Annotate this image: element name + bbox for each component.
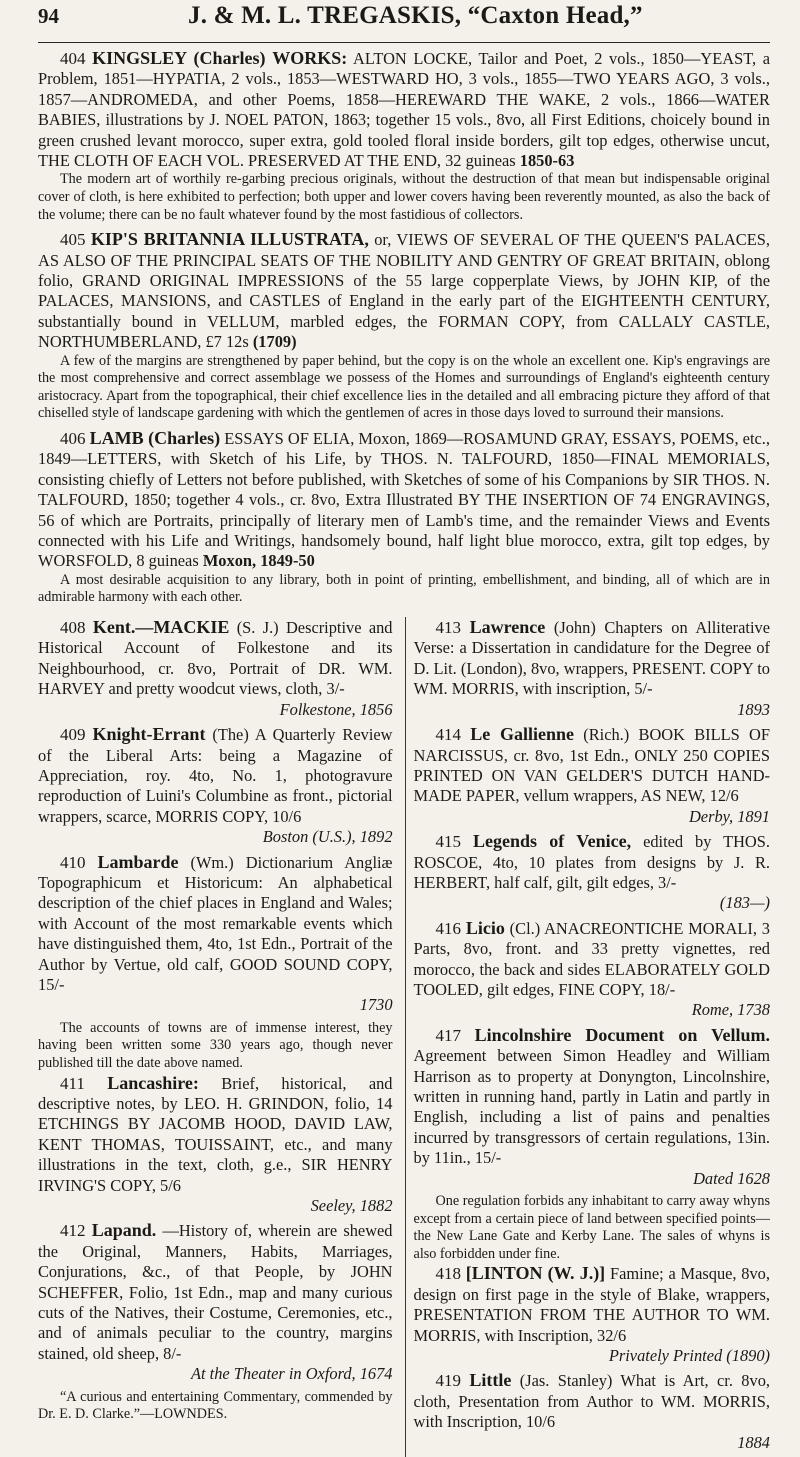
lot-note: The modern art of worthily re-garbing precious originals, without the destruction of that mean but indispensable original cover of cloth, is here exhibited to perfection; both upper and lower covers having been reverently mounted, as also the back of the volume; there can be no fault whatever found by the most fastidious of collectors. [38,171,770,223]
lot-imprint: Dated 1628 [693,1168,770,1188]
lot-description: or, VIEWS OF SEVERAL OF THE QUEEN'S PALACES, AS ALSO OF THE PRINCIPAL SEATS OF THE NOBILITY AND GENTRY OF GREAT BRITAIN, oblong folio, GRAND ORIGINAL IMPRESSIONS of the 55 large copperplate Views, by JOHN KIP, of the PALACES, MANSIONS, and CASTLES of England in the early part of the EIGHTEENTH CENTURY, substantially bound in VELLUM, marbled edges, the FORMAN COPY, from CALLALY CASTLE, NORTHUMBERLAND, £7 12s [38,230,770,352]
lot-imprint: Seeley, 1882 [310,1196,393,1215]
lot-412 [38,1220,393,1384]
lot-description: ALTON LOCKE, Tailor and Poet, 2 vols., 1850—YEAST, a Problem, 1851—HYPATIA, 2 vols., 1853—WESTWARD HO, 3 vols., 1855—TWO YEARS AGO, 3 vols., 1857—ANDROMEDA, and other Poems, 1858—HEREWARD THE WAKE, 2 vols., 1866—WATER BABIES, illustrations by J. NOEL PATON, 1863; together 15 vols., 8vo, all First Editions, choicely bound in green crushed levant morocco, super extra, gold tooled floral inside borders, gilt top edges, otherwise uncut, THE CLOTH OF EACH VOL. PRESERVED AT THE END, 32 guineas [38,49,771,171]
running-head [38,0,770,43]
lot-description: edited by THOS. ROSCOE, 4to, 10 plates from designs by J. R. HERBERT, half calf, gilt, gilt edges, 3/- [413,832,770,892]
lot-417 [414,1025,770,1189]
lot-description: (S. J.) Descriptive and Historical Account of Folkestone and its Neighbourhood, cr. 8vo, Portrait of DR. WM. HARVEY and pretty woodcut views, cloth, 3/- [38,618,393,699]
lot-description: (John) Chapters on Alliterative Verse: a Dissertation in candidature for the Degree of D. Lit. (London), 8vo, wrappers, PRESENT. COPY to WM. MORRIS, with inscription, 5/- [413,618,770,699]
lot-description: Agreement between Simon Headley and William Harrison as to property at Donyngton, Lincolnshire, written in running hand, partly in Latin and partly in English, including a list of pains and penalties incurred by transgressors of certain regulations, 13in. by 11in., 15/- [413,1046,770,1168]
lot-description: (Rich.) BOOK BILLS OF NARCISSUS, cr. 8vo, 1st Edn., ONLY 250 COPIES PRINTED ON VAN GELDER'S DUTCH HAND-MADE PAPER, vellum wrappers, AS NEW, 12/6 [413,725,770,806]
lot-number: 419 [435,1371,462,1391]
lot-heading: LAMB (Charles) [89,428,221,449]
lot-imprint: 1893 [737,699,770,719]
lot-note: The accounts of towns are of immense interest, they having been written some 330 years ago, though never published till the date above named. [38,1019,393,1071]
lot-number: 406 [60,429,86,449]
lot-description: (Wm.) Dictionarium Angliæ Topographicum et Historicum: An alphabetical description of the chief places in England and Wales; with Account of the most remarkable events which have distinguished them, 4to, 1st Edn., Portrait of the Author by Vertue, old calf, GOOD SOUND COPY, 15/- [38,852,393,994]
lot-406 [38,428,770,572]
lot-416 [414,918,770,1021]
lot-414 [414,724,770,827]
lot-number: 413 [435,618,462,638]
lot-heading: Lincolnshire Document on Vellum. [474,1024,770,1045]
lot-number: 408 [60,618,86,638]
lot-heading: [LINTON (W. J.)] [465,1263,606,1284]
lot-409 [38,724,393,847]
lot-number: 404 [60,49,86,68]
lot-imprint: Rome, 1738 [691,1000,770,1020]
lot-heading: Lambarde [97,851,179,872]
lot-description: —History of, wherein are shewed the Original, Manners, Habits, Marriages, Conjurations, &c., of that People, by JOHN SCHEFFER, Folio, 1st Edn., map and many curious cuts of the Natives, their Costume, Ceremonies, etc., and of animals peculiar to the country, margins stained, old sheep, 8/- [38,1221,393,1363]
lot-heading: Lawrence [469,617,546,638]
lot-heading: Lancashire: [107,1072,199,1093]
lot-note: “A curious and entertaining Commentary, commended by Dr. E. D. Clarke.”—LOWNDES. [38,1388,393,1423]
full-width-entries [38,48,770,607]
lot-description: Famine; a Masque, 8vo, design on first page in the style of Blake, wrappers, PRESENTATION FROM THE AUTHOR TO WM. MORRIS, with Inscription, 32/6 [413,1264,770,1345]
lot-note: One regulation forbids any inhabitant to carry away whyns except from a certain piece of land between specified points—the New Lane Gate and Kerby Lane. The sales of whyns is also forbidden under fine. [413,1193,770,1262]
lot-imprint: Folkestone, 1856 [279,699,393,719]
lot-number: 405 [60,230,86,250]
lot-heading: KIP'S BRITANNIA ILLUSTRATA, [90,229,369,250]
lot-419 [414,1370,770,1453]
lot-note: A few of the margins are strengthened by paper behind, but the copy is on the whole an excellent one. Kip's engravings are the most comprehensive and correct assemblage we possess of the Homes and surroundings of England's eighteenth century aristocracy. Apart from the topographical, their chief excellence lies in the detailed and all embracing picture they afford of that chiselled style of landscape gardening with which the gentlemen of acres in those days loved to surround their mansions. [38,352,770,422]
lot-imprint: Derby, 1891 [688,806,770,826]
left-column [38,617,393,1457]
lot-number: 414 [435,725,462,745]
lot-date: (1709) [252,332,297,352]
lot-number: 410 [60,852,86,872]
lot-415 [414,831,770,914]
lot-heading: KINGSLEY (Charles) WORKS: [92,48,348,68]
lot-410 [38,852,393,1016]
lot-description: Brief, historical, and descriptive notes, by LEO. H. GRINDON, folio, 14 ETCHINGS BY JACOMB HOOD, DAVID LAW, KENT THOMAS, TOUISSAINT, etc., and many illustrations in the text, cloth, g.e., SIR HENRY IRVING'S COPY, 5/6 [38,1073,393,1195]
lot-heading: Legends of Venice, [472,831,632,852]
lot-description: (Cl.) ANACREONTICHE MORALI, 3 Parts, 8vo, front. and 33 pretty vignettes, red morocco, the back and sides ELABORATELY GOLD TOOLED, gilt edges, FINE COPY, 18/- [413,918,770,999]
lot-heading: Knight-Errant [92,724,206,745]
lot-imprint: (183—) [719,893,770,913]
lot-imprint: Privately Printed (1890) [608,1346,770,1366]
lot-411 [38,1073,393,1217]
lot-408 [38,617,393,720]
lot-heading: Little [469,1370,512,1391]
lot-413 [414,617,770,720]
lot-description: ESSAYS OF ELIA, Moxon, 1869—ROSAMUND GRAY, ESSAYS, POEMS, etc., 1849—LETTERS, with Sketch of his Life, by THOS. N. TALFOURD, 1850—FINAL MEMORIALS, consisting chiefly of Letters not before published, with Sketches of some of his Companions by SIR THOS. N. TALFOURD, 1850; together 4 vols., cr. 8vo, Extra Illustrated BY THE INSERTION OF 74 ENGRAVINGS, 56 of which are Portraits, principally of literary men of Lamb's time, and the remainder Views and Events connected with his Life and Writings, handsomely bound, half light blue morocco, extra, gilt top edges, by WORSFOLD, 8 guineas [38,429,770,571]
lot-number: 409 [60,725,86,745]
lot-heading: Lapand. [91,1220,157,1241]
lot-imprint: At the Theater in Oxford, 1674 [190,1364,393,1384]
lot-description: (The) A Quarterly Review of the Liberal Arts: being a Magazine of Appreciation, roy. 4to, No. 1, photogravure reproduction of Luini's Columbine as front., pictorial wrappers, scarce, MORRIS COPY, 10/6 [38,725,393,826]
lot-number: 416 [435,918,462,938]
lot-418 [414,1263,770,1366]
running-title: J. & M. L. TREGASKIS, “Caxton Head,” [188,2,643,29]
lot-imprint: 1884 [737,1432,770,1452]
lot-imprint: 1730 [359,995,393,1015]
lot-number: 415 [435,832,462,852]
lot-number: 418 [435,1264,462,1284]
lot-date: Moxon, 1849-50 [202,551,315,571]
lot-note: A most desirable acquisition to any library, both in point of printing, embellishment, and binding, all of which are in admirable harmony with each other. [38,571,770,606]
lot-heading: Kent.—MACKIE [92,617,230,638]
lot-number: 411 [60,1073,85,1093]
lot-number: 417 [435,1025,462,1045]
page-number: 94 [38,4,59,28]
lot-date: 1850-63 [519,151,575,171]
lot-404 [38,48,770,171]
lot-heading: Licio [465,917,505,938]
lot-number: 412 [60,1221,86,1241]
lot-heading: Le Gallienne [470,724,574,745]
two-column-listing [38,617,770,1457]
lot-description: (Jas. Stanley) What is Art, cr. 8vo, cloth, Presentation from Author to WM. MORRIS, with Inscription, 10/6 [413,1371,770,1432]
lot-405 [38,229,770,352]
right-column [405,617,770,1457]
lot-imprint: Boston (U.S.), 1892 [262,827,393,847]
